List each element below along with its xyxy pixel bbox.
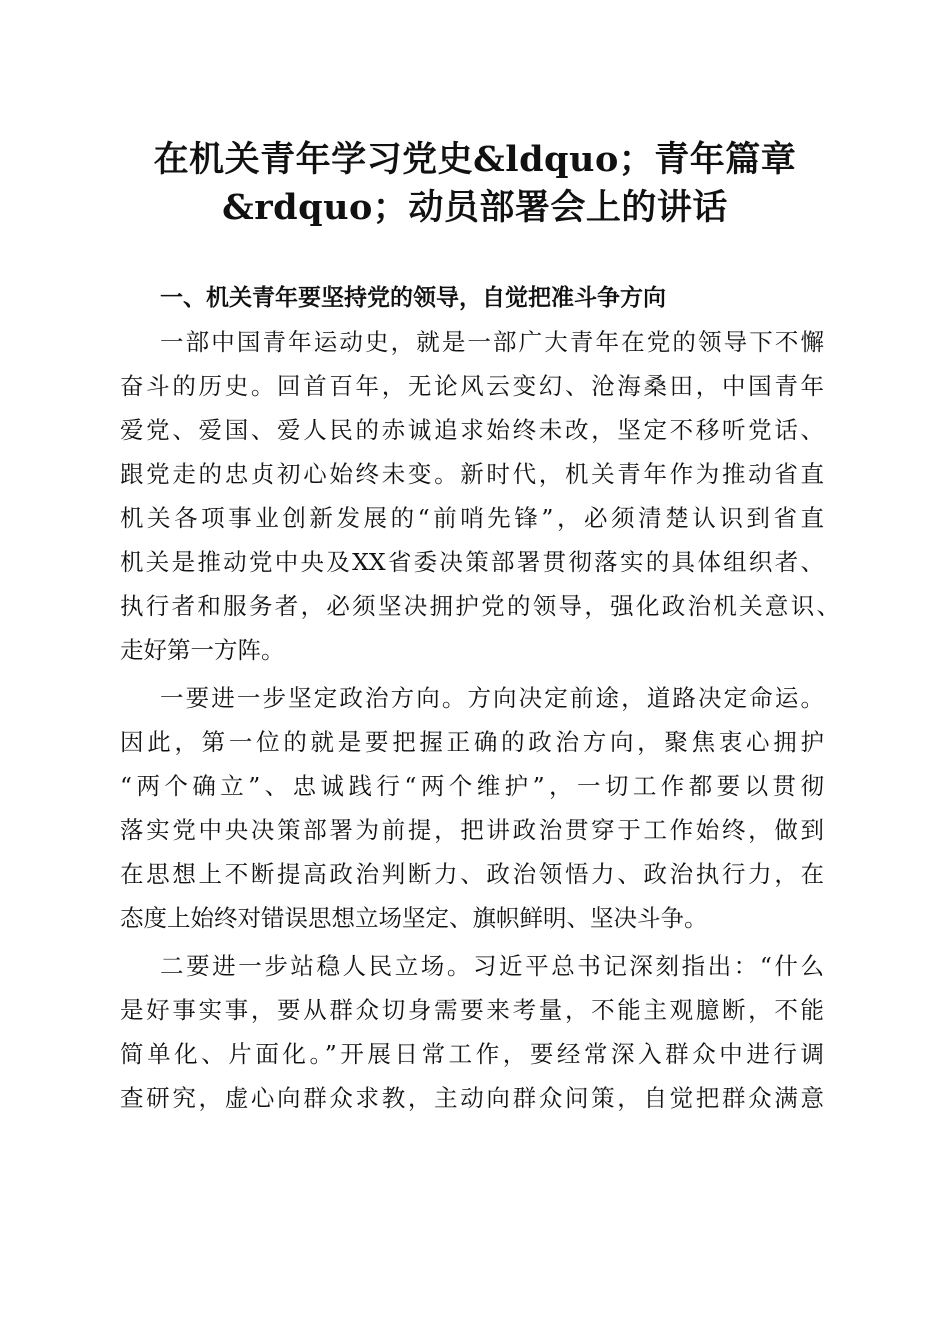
paragraph-line: 态度上始终对错误思想立场坚定、旗帜鲜明、坚决斗争。 bbox=[120, 904, 708, 932]
paragraph-line: 机关是推动党中央及XX省委决策部署贯彻落实的具体组织者、 bbox=[120, 548, 824, 576]
paragraph-line: 执行者和服务者，必须坚决拥护党的领导，强化政治机关意识、 bbox=[120, 592, 840, 620]
section-heading: 一、机关青年要坚持党的领导，自觉把准斗争方向 bbox=[160, 285, 666, 311]
paragraph-line: “两个确立”、忠诚践行“两个维护”，一切工作都要以贯彻 bbox=[120, 772, 824, 800]
paragraph-line: 落实党中央决策部署为前提，把讲政治贯穿于工作始终，做到 bbox=[120, 816, 824, 844]
title-line-2: &rdquo；动员部署会上的讲话 bbox=[222, 187, 728, 228]
paragraph-line: 是好事实事，要从群众切身需要来考量，不能主观臆断，不能 bbox=[120, 996, 824, 1024]
paragraph-line: 在思想上不断提高政治判断力、政治领悟力、政治执行力，在 bbox=[120, 860, 824, 888]
paragraph-line: 走好第一方阵。 bbox=[120, 636, 285, 664]
title-line-1: 在机关青年学习党史&ldquo；青年篇章 bbox=[153, 139, 797, 180]
document-title bbox=[120, 136, 830, 232]
paragraph-line: 爱党、爱国、爱人民的赤诚追求始终未改，坚定不移听党话、 bbox=[120, 416, 824, 444]
paragraph-line: 机关各项事业创新发展的“前哨先锋”，必须清楚认识到省直 bbox=[120, 504, 824, 532]
paragraph-line: 二要进一步站稳人民立场。习近平总书记深刻指出：“什么 bbox=[160, 952, 824, 980]
paragraph-line: 简单化、片面化。”开展日常工作，要经常深入群众中进行调 bbox=[120, 1040, 824, 1068]
paragraph-line: 查研究，虚心向群众求教，主动向群众问策，自觉把群众满意 bbox=[120, 1084, 824, 1112]
paragraph-line: 跟党走的忠贞初心始终未变。新时代，机关青年作为推动省直 bbox=[120, 460, 824, 488]
paragraph-line: 一部中国青年运动史，就是一部广大青年在党的领导下不懈 bbox=[160, 328, 824, 356]
paragraph-line: 奋斗的历史。回首百年，无论风云变幻、沧海桑田，中国青年 bbox=[120, 372, 824, 400]
paragraph-line: 一要进一步坚定政治方向。方向决定前途，道路决定命运。 bbox=[160, 684, 824, 712]
paragraph-line: 因此，第一位的就是要把握正确的政治方向，聚焦衷心拥护 bbox=[120, 728, 824, 756]
